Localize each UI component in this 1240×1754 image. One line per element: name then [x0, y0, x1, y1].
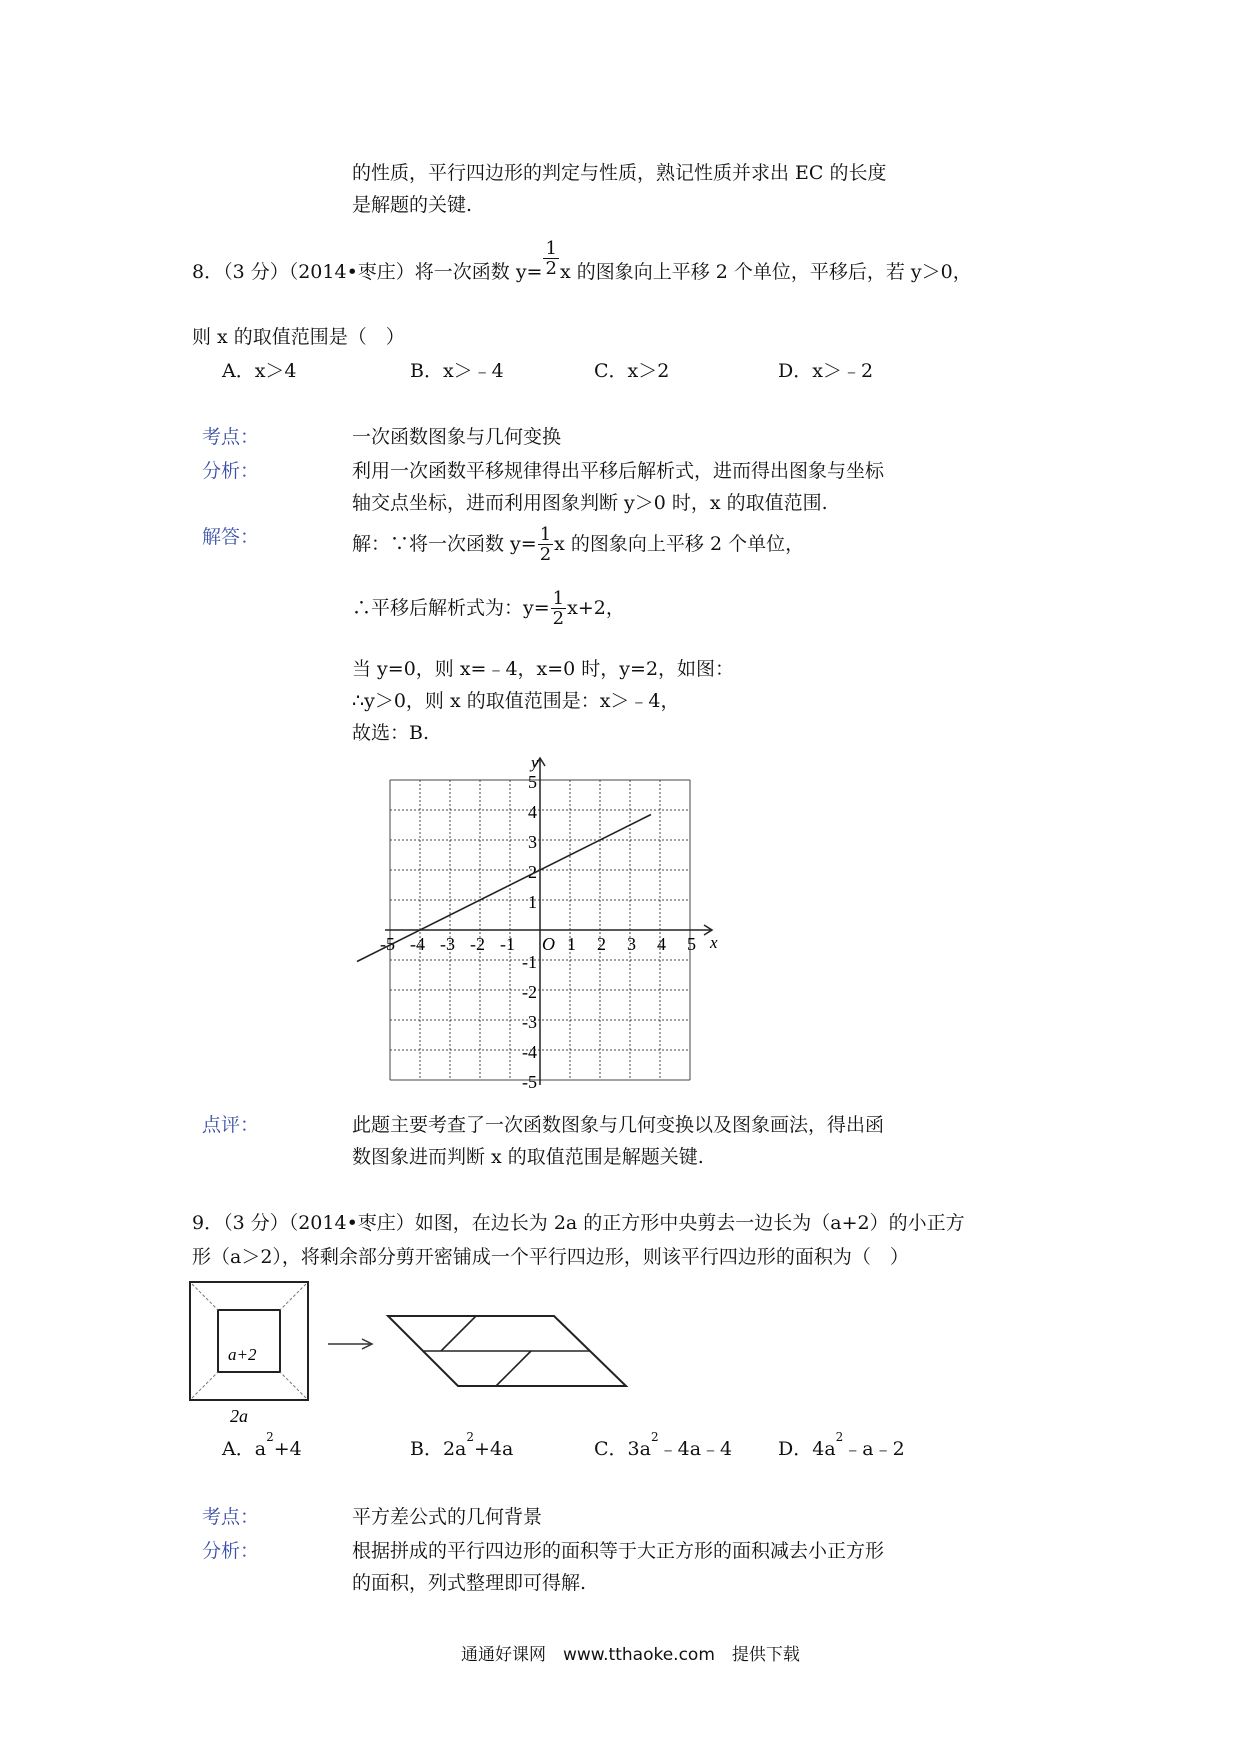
text-line: 的性质，平行四边形的判定与性质，熟记性质并求出 EC 的长度: [352, 162, 887, 184]
jieda-label: 解答：: [202, 526, 260, 548]
dianping-text: 数图象进而判断 x 的取值范围是解题关键.: [352, 1146, 704, 1168]
y-tick-label: -5: [522, 1072, 537, 1092]
kaodian-text: 平方差公式的几何背景: [352, 1506, 543, 1528]
y-tick-label: -4: [522, 1042, 537, 1062]
stem-text: x 的图象向上平移 2 个单位，平移后，若 y＞0，: [559, 261, 972, 283]
stem-text: 8．（3 分）（2014•枣庄）将一次函数 y=: [192, 261, 543, 283]
jieda-line-4: ∴y＞0，则 x 的取值范围是：x＞﹣4，: [352, 690, 680, 712]
x-axis-label: x: [710, 933, 718, 952]
y-tick-label: -1: [522, 952, 537, 972]
x-tick-label: -4: [410, 934, 425, 954]
fenxi-label: 分析：: [202, 1540, 260, 1562]
y-tick-label: 1: [528, 892, 537, 912]
jieda-text: 解：∵将一次函数 y=: [352, 533, 537, 555]
fenxi-text: 利用一次函数平移规律得出平移后解析式，进而得出图象与坐标: [352, 460, 885, 482]
y-tick-label: -3: [522, 1012, 537, 1032]
x-tick-label: 3: [627, 934, 636, 954]
fenxi-text: 轴交点坐标，进而利用图象判断 y＞0 时，x 的取值范围.: [352, 492, 828, 514]
coordinate-graph: [340, 745, 740, 1095]
fraction-denominator: 2: [539, 544, 552, 565]
y-tick-label: 3: [528, 832, 537, 852]
y-tick-label: 2: [528, 862, 537, 882]
outer-side-label: 2a: [230, 1406, 248, 1426]
x-tick-label: 5: [687, 934, 696, 954]
x-tick-label: 1: [567, 934, 576, 954]
jieda-line-1: [352, 526, 804, 564]
fraction-denominator: 2: [552, 608, 565, 629]
origin-label: O: [542, 934, 555, 954]
option-a: A．$a^2+4$: [222, 1430, 302, 1460]
y-tick-label: 5: [528, 772, 537, 792]
fraction-numerator: 1: [552, 588, 565, 609]
kaodian-text: 一次函数图象与几何变换: [352, 426, 562, 448]
fenxi-text: 的面积，列式整理即可得解.: [352, 1572, 587, 1594]
option-d: D．x＞﹣2: [778, 360, 874, 382]
x-tick-label: -2: [470, 934, 485, 954]
option-b: B．x＞﹣4: [410, 360, 504, 382]
option-b: B．$2a^2+4a$: [410, 1430, 514, 1460]
kaodian-label: 考点：: [202, 1506, 260, 1528]
fenxi-label: 分析：: [202, 460, 260, 482]
jieda-text: x 的图象向上平移 2 个单位，: [554, 533, 805, 555]
x-tick-label: 4: [657, 934, 666, 954]
question-8-stem-line2: 则 x 的取值范围是（ ）: [192, 326, 405, 348]
square-dissection-figure: [186, 1278, 636, 1428]
question-9-stem: 9．（3 分）（2014•枣庄）如图，在边长为 2a 的正方形中央剪去一边长为（a+2）的小正方: [192, 1212, 965, 1234]
jieda-text: ∴平移后解析式为：y=: [352, 597, 550, 619]
fraction: [538, 526, 553, 564]
jieda-line-5: 故选：B.: [352, 722, 430, 744]
option-d: D．$4a^2﹣a﹣2$: [778, 1430, 905, 1460]
fraction: [551, 590, 566, 628]
x-tick-label: -1: [500, 934, 515, 954]
y-tick-label: -2: [522, 982, 537, 1002]
fenxi-text: 根据拼成的平行四边形的面积等于大正方形的面积减去小正方形: [352, 1540, 885, 1562]
option-c: C．x＞2: [594, 360, 670, 382]
y-axis-label: y: [531, 753, 539, 772]
x-tick-label: -5: [380, 934, 395, 954]
question-8-stem: [192, 238, 972, 292]
fraction-numerator: 1: [539, 524, 552, 545]
fraction-denominator: 2: [545, 258, 557, 279]
option-a: A．x＞4: [222, 360, 297, 382]
dianping-text: 此题主要考查了一次函数图象与几何变换以及图象画法，得出函: [352, 1114, 885, 1136]
text-line: 是解题的关键.: [352, 194, 473, 216]
kaodian-label: 考点：: [202, 426, 260, 448]
option-c: C．$3a^2﹣4a﹣4$: [594, 1430, 733, 1460]
question-9-stem-line2: 形（a＞2），将剩余部分剪开密铺成一个平行四边形，则该平行四边形的面积为（ ）: [192, 1246, 909, 1268]
inner-side-label: a+2: [228, 1345, 257, 1364]
x-tick-label: -3: [440, 934, 455, 954]
footer-text: 通通好课网 www.tthaoke.com 提供下载: [461, 1645, 800, 1665]
x-tick-label: 2: [597, 934, 606, 954]
fraction-numerator: 1: [545, 238, 557, 259]
fraction: [543, 240, 558, 278]
dianping-label: 点评：: [202, 1114, 260, 1136]
jieda-text: x+2，: [567, 597, 625, 619]
jieda-line-3: 当 y=0，则 x=﹣4，x=0 时，y=2，如图：: [352, 658, 735, 680]
y-tick-label: 4: [528, 802, 537, 822]
jieda-line-2: [352, 590, 625, 628]
